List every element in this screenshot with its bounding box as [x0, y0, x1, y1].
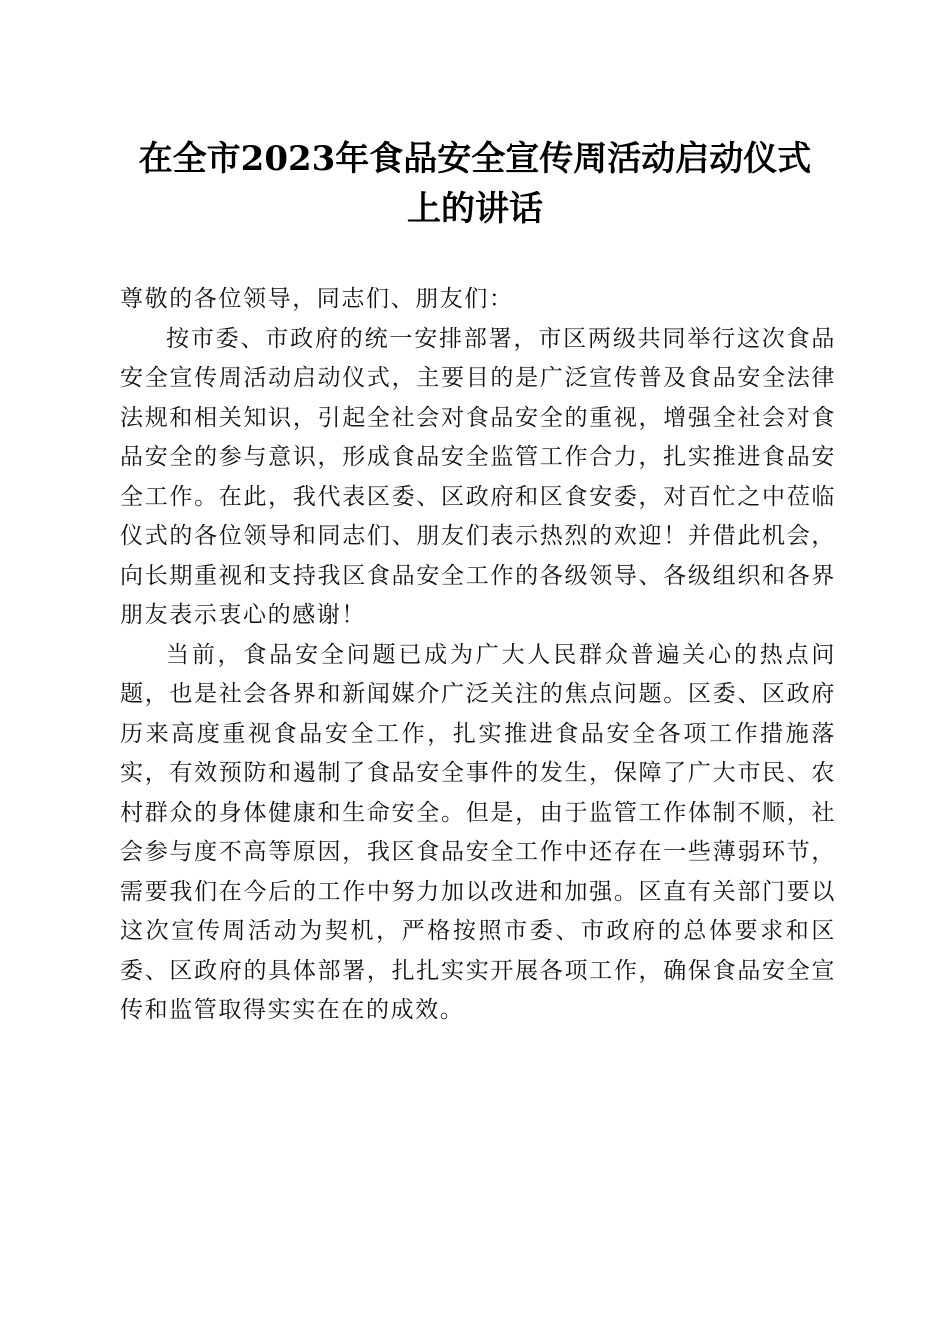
paragraph-1: 按市委、市政府的统一安排部署，市区两级共同举行这次食品安全宣传周活动启动仪式，主要目的是广泛宣传普及食品安全法律法规和相关知识，引起全社会对食品安全的重视，增强全社会对食品安全的参与意识，形成食品安全监管工作合力，扎实推进食品安全工作。在此，我代表区委、区政府和区食安委，对百忙之中莅临仪式的各位领导和同志们、朋友们表示热烈的欢迎！并借此机会，向长期重视和支持我区食品安全工作的各级领导、各级组织和各界朋友表示衷心的感谢！: [120, 325, 836, 628]
document-body: [120, 280, 836, 1031]
salutation: 尊敬的各位领导，同志们、朋友们：: [120, 286, 514, 312]
document-title: [110, 134, 840, 234]
title-line-1: 在全市2023年食品安全宣传周活动启动仪式: [138, 139, 812, 179]
paragraph-2: 当前，食品安全问题已成为广大人民群众普遍关心的热点问题，也是社会各界和新闻媒介广泛关注的焦点问题。区委、区政府历来高度重视食品安全工作，扎实推进食品安全各项工作措施落实，有效预防和遏制了食品安全事件的发生，保障了广大市民、农村群众的身体健康和生命安全。但是，由于监管工作体制不顺，社会参与度不高等原因，我区食品安全工作中还存在一些薄弱环节，需要我们在今后的工作中努力加以改进和加强。区直有关部门要以这次宣传周活动为契机，严格按照市委、市政府的总体要求和区委、区政府的具体部署，扎扎实实开展各项工作，确保食品安全宣传和监管取得实实在在的成效。: [120, 641, 836, 1023]
title-line-2: 上的讲话: [407, 189, 543, 229]
